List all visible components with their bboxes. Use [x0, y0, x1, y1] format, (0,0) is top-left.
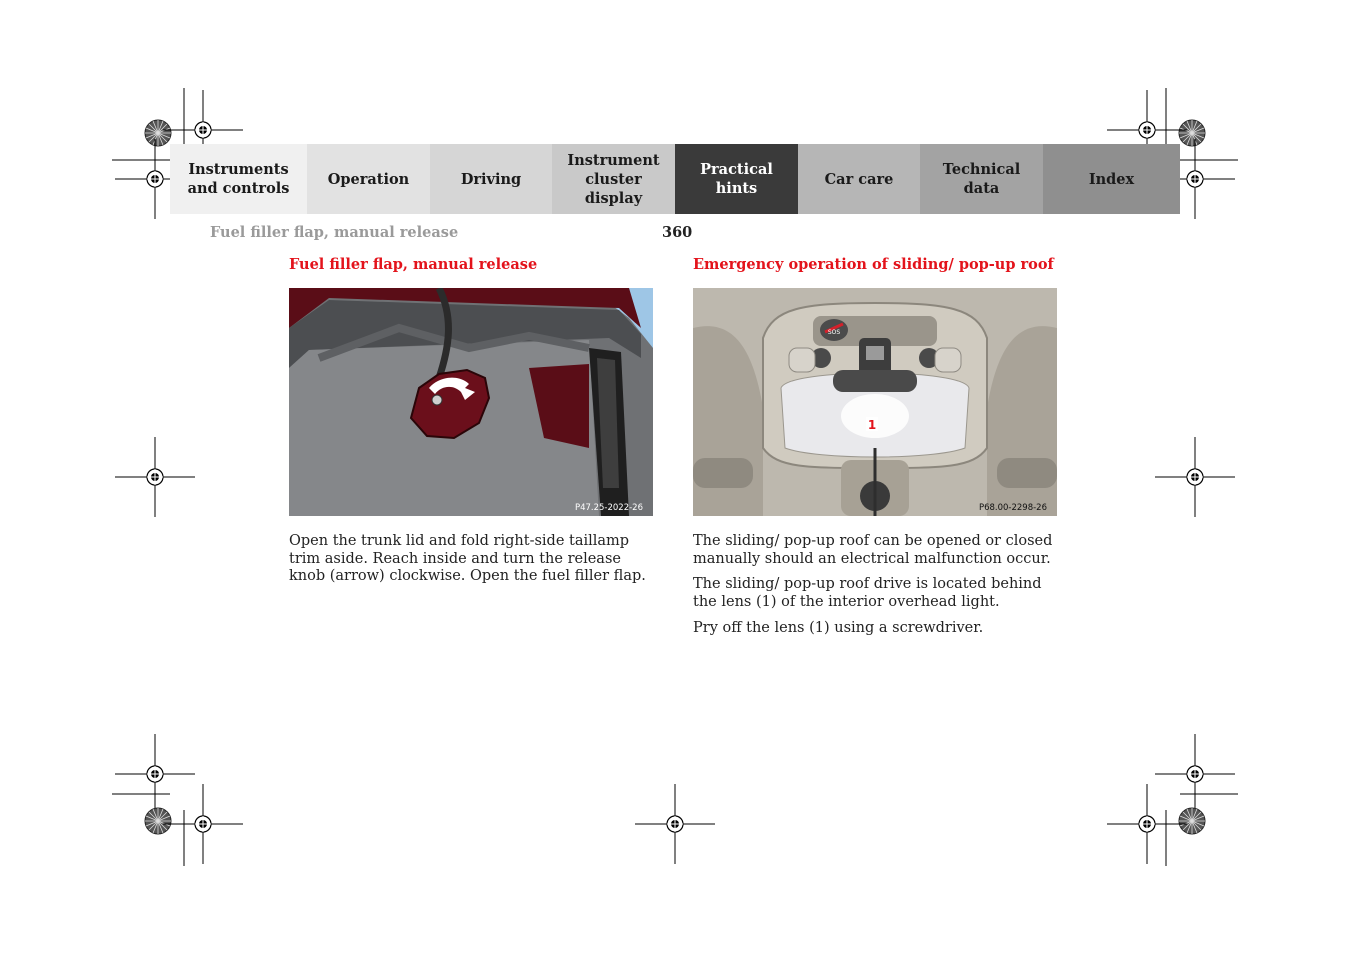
section-tabs [170, 144, 1180, 214]
tab-car-care[interactable]: Car care [798, 144, 920, 214]
right-paragraph-1: The sliding/ pop-up roof can be opened or closed manually should an electrical malfunction occur. [693, 533, 1053, 567]
tab-index[interactable]: Index [1043, 144, 1180, 214]
tab-instrument-cluster-display[interactable]: Instrument cluster display [552, 144, 675, 214]
right-paragraph-3: Pry off the lens (1) using a screwdriver. [693, 620, 984, 636]
tab-driving[interactable]: Driving [430, 144, 552, 214]
sos-label: SOS [827, 329, 841, 336]
page-number: 360 [662, 224, 693, 241]
callout-1: 1 [867, 418, 877, 432]
running-head: Fuel filler flap, manual release [210, 224, 459, 241]
tab-instruments-and-controls[interactable]: Instruments and controls [170, 144, 307, 214]
right-paragraph-2: The sliding/ pop-up roof drive is located behind the lens (1) of the interior overhead light. [693, 576, 1042, 610]
figure-code: P68.00-2298-26 [978, 503, 1047, 513]
overhead-console-illustration [693, 288, 1057, 516]
tab-operation[interactable]: Operation [307, 144, 430, 214]
tab-technical-data[interactable]: Technical data [920, 144, 1043, 214]
tab-practical-hints[interactable]: Practical hints [675, 144, 798, 214]
trunk-illustration [289, 288, 653, 516]
figure-code: P47.25-2022-26 [574, 503, 643, 513]
section-title-sliding-roof: Emergency operation of sliding/ pop-up roof [693, 256, 1054, 273]
section-title-fuel-filler: Fuel filler flap, manual release [289, 256, 538, 273]
left-paragraph: Open the trunk lid and fold right-side taillamp trim aside. Reach inside and turn the release knob (arrow) clockwise. Open the fuel filler flap. [289, 533, 646, 585]
